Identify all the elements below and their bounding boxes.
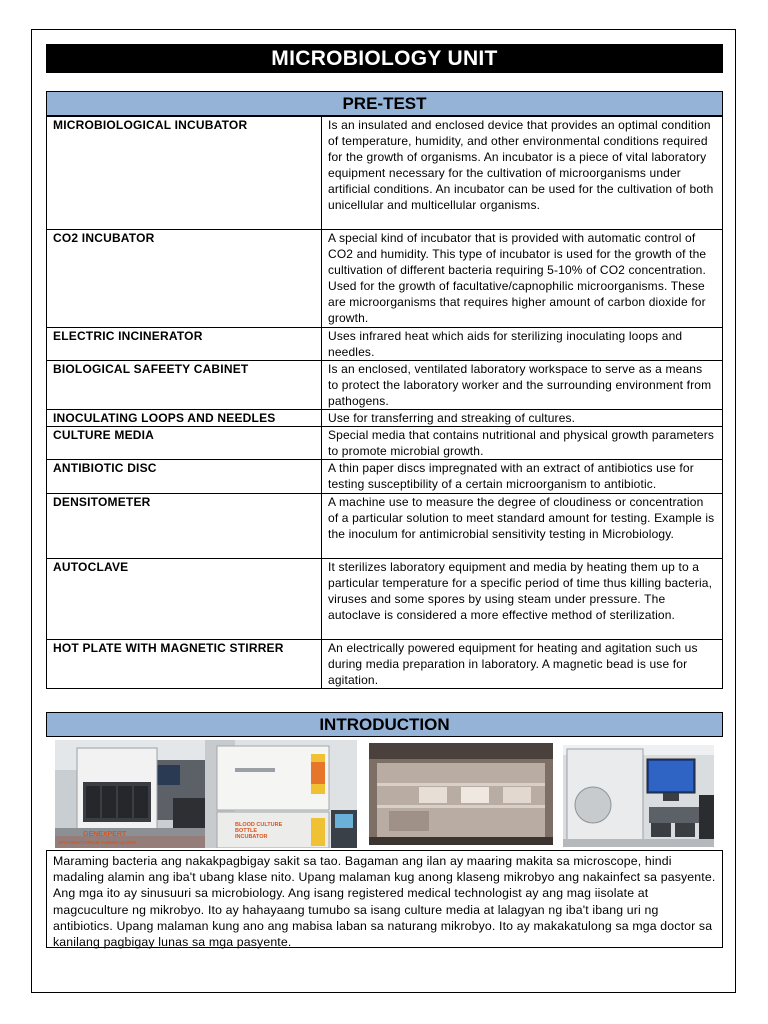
definition-cell: Is an insulated and enclosed device that provides an optimal condition of temperature, humidity, and other environmental conditions required for the growth of organisms. An incubator is a piece of vital laboratory equipment necessary for the cultivation of microorganisms under artificial conditions. An incubator can be used for the cultivation of both unicellular and multicellular organisms. xyxy=(322,117,723,230)
term-cell: AUTOCLAVE xyxy=(47,558,322,639)
table-row xyxy=(47,460,723,493)
table-row xyxy=(47,230,723,328)
table-row xyxy=(47,639,723,688)
table-row xyxy=(47,410,723,427)
definition-cell: Uses infrared heat which aids for sterilizing inoculating loops and needles. xyxy=(322,327,723,360)
equipment-photo-strip xyxy=(46,737,723,849)
genexpert-subcaption: MYCOBACTERIUM TUBERCULOSIS xyxy=(59,840,137,845)
table-row xyxy=(47,327,723,360)
definition-cell: It sterilizes laboratory equipment and media by heating them up to a particular temperature for a specific period of time thus killing bacteria, viruses and some spores by using steam under pressure. The autoclave is considered a more effective method of sterilization. xyxy=(322,558,723,639)
term-cell: ANTIBIOTIC DISC xyxy=(47,460,322,493)
term-cell: MICROBIOLOGICAL INCUBATOR xyxy=(47,117,322,230)
table-row xyxy=(47,117,723,230)
blood-culture-caption: BLOOD CULTURE BOTTLE INCUBATOR xyxy=(235,822,283,840)
term-cell: CO2 INCUBATOR xyxy=(47,230,322,328)
automated-analyzer-photo xyxy=(563,745,714,847)
introduction-header: INTRODUCTION xyxy=(46,712,723,737)
definition-cell: Special media that contains nutritional and physical growth parameters to promote microbial growth. xyxy=(322,427,723,460)
definition-cell: A special kind of incubator that is provided with automatic control of CO2 and humidity. This type of incubator is used for the growth of the cultivation of different bacteria requiring 5-10% of CO2 concentration. Used for the growth of facultative/capnophilic microorganisms. These are microorganisms that requires higher amount of carbon dioxide for growth. xyxy=(322,230,723,328)
table-row xyxy=(47,360,723,409)
term-cell: BIOLOGICAL SAFEETY CABINET xyxy=(47,360,322,409)
definition-cell: Is an enclosed, ventilated laboratory workspace to serve as a means to protect the laboratory worker and the surrounding environment from pathogens. xyxy=(322,360,723,409)
genexpert-machine-photo xyxy=(55,740,205,848)
definition-cell: An electrically powered equipment for heating and agitation such us during media preparation in laboratory. A magnetic bead is use for agitation. xyxy=(322,639,723,688)
term-cell: HOT PLATE WITH MAGNETIC STIRRER xyxy=(47,639,322,688)
term-cell: CULTURE MEDIA xyxy=(47,427,322,460)
term-cell: INOCULATING LOOPS AND NEEDLES xyxy=(47,410,322,427)
incubator-interior-photo xyxy=(369,743,553,845)
introduction-text: Maraming bacteria ang nakakpagbigay sakit sa tao. Bagaman ang ilan ay maaring makita sa microscope, hindi madaling alamin ang iba't ubang klase nito. Upang malaman kug anong klaseng mikrobyo ang nakainfect sa pasyente. Ang mga ito ay sinusuuri sa microbiology. Ang isang registered medical technologist ay ang mag iisolate at magcuculture ng mikrobyo. Ito ay hahayaang tumubo sa isang culture media at lalagyan ng iba't ibang uri ng antibiotics. Upang malaman kung ano ang mabisa laban sa naturang mikrobyo. Ito ay makakatulong sa mga doctor sa kanilang pagbigay lunas sa mga pasyente. xyxy=(46,850,723,948)
pretest-table xyxy=(46,116,723,689)
definition-cell: A machine use to measure the degree of cloudiness or concentration of a particular solution to meet standard amount for testing. Example is the inoculum for antimicrobial sensitivity testing in Microbiology. xyxy=(322,493,723,558)
table-row xyxy=(47,493,723,558)
table-row xyxy=(47,558,723,639)
term-cell: DENSITOMETER xyxy=(47,493,322,558)
page-title: MICROBIOLOGY UNIT xyxy=(46,44,723,73)
table-row xyxy=(47,427,723,460)
genexpert-caption: GENEXPERT xyxy=(83,831,127,838)
definition-cell: Use for transferring and streaking of cultures. xyxy=(322,410,723,427)
definition-cell: A thin paper discs impregnated with an extract of antibiotics use for testing susceptibility of a certain microorganism to antibiotic. xyxy=(322,460,723,493)
pretest-header: PRE-TEST xyxy=(46,91,723,116)
term-cell: ELECTRIC INCINERATOR xyxy=(47,327,322,360)
blood-culture-incubator-photo xyxy=(205,740,357,848)
